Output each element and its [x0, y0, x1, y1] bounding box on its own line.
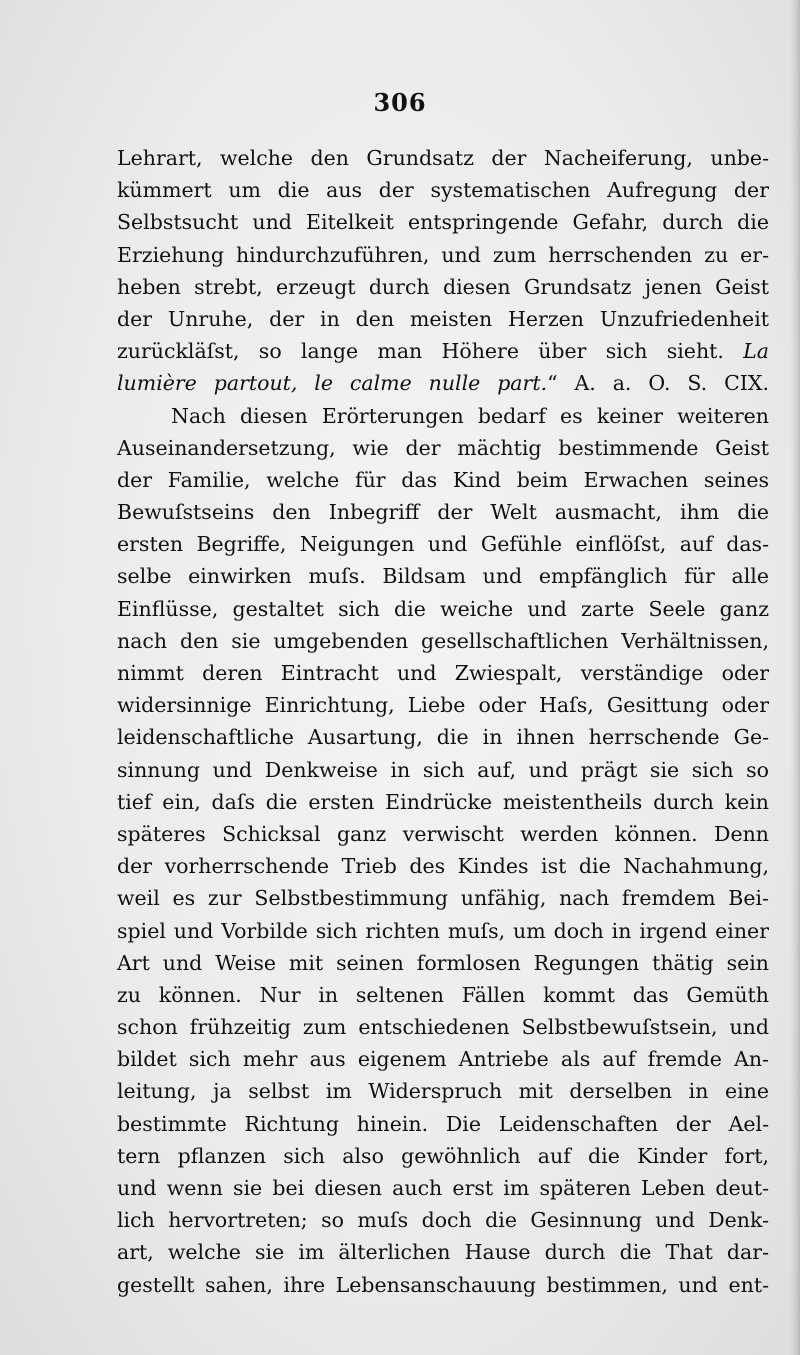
page-number: 306 [373, 88, 427, 117]
text-line [117, 915, 769, 947]
text-line [117, 367, 769, 399]
text-line [117, 560, 769, 592]
text-line [117, 947, 769, 979]
quote-italic: lumière partout, le calme nulle part. [117, 371, 548, 396]
line-text: gestellt sahen, ihre Lebensanschauung bestimmen, und ent- [117, 1272, 769, 1297]
text-line [117, 1108, 769, 1140]
text-line [117, 754, 769, 786]
line-text: schon frühzeitig zum entschiedenen Selbstbewuſstsein, und [117, 1015, 769, 1040]
quote-italic: La [743, 339, 769, 364]
line-text: nach den sie umgebenden gesellschaftlichen Verhältnissen, [117, 628, 769, 653]
line-text: kümmert um die aus der systematischen Aufregung der [117, 178, 769, 203]
line-text: selbe einwirken muſs. Bildsam und empfänglich für alle [117, 564, 769, 589]
text-line [117, 400, 769, 432]
text-line [117, 1043, 769, 1075]
text-line [117, 1236, 769, 1268]
line-text: Nach diesen Erörterungen bedarf es keiner weiteren [171, 403, 769, 428]
text-line [117, 721, 769, 753]
text-line [117, 174, 769, 206]
line-text: nimmt deren Eintracht und Zwiespalt, verständige oder [117, 661, 769, 685]
text-line [117, 271, 769, 303]
line-text: spiel und Vorbilde sich richten muſs, um doch in irgend einer [117, 918, 769, 943]
line-text: der Unruhe, der in den meisten Herzen Unzufriedenheit [117, 306, 769, 331]
text-line [117, 593, 769, 625]
line-text: Einflüsse, gestaltet sich die weiche und zarte Seele ganz [117, 596, 769, 621]
text-line [117, 1140, 769, 1172]
line-text: und wenn sie bei diesen auch erst im späteren Leben deut- [117, 1176, 769, 1200]
line-text: leidenschaftliche Ausartung, die in ihnen herrschende Ge- [117, 725, 769, 750]
line-text: widersinnige Einrichtung, Liebe oder Haſs, Gesittung oder [117, 693, 769, 718]
text-line [117, 786, 769, 818]
text-line [117, 142, 769, 174]
page-edge-shadow [790, 0, 800, 1355]
text-line [117, 818, 769, 850]
text-line [117, 850, 769, 882]
text-line [117, 335, 769, 367]
text-line [117, 1204, 769, 1236]
text-line [117, 206, 769, 238]
line-text: lich hervortreten; so muſs doch die Gesinnung und Denk- [117, 1208, 769, 1233]
line-text: ersten Begriffe, Neigungen und Gefühle einflöſst, auf das- [117, 532, 769, 557]
line-text: Auseinandersetzung, wie der mächtig bestimmende Geist [117, 435, 769, 460]
line-text: tern pflanzen sich also gewöhnlich auf die Kinder fort, [117, 1143, 769, 1168]
text-line [117, 625, 769, 657]
text-line [117, 1011, 769, 1043]
line-text: heben strebt, erzeugt durch diesen Grundsatz jenen Geist [117, 274, 769, 299]
text-line [117, 432, 769, 464]
line-text: leitung, ja selbst im Widerspruch mit derselben in eine [117, 1079, 769, 1104]
line-text: tief ein, daſs die ersten Eindrücke meistentheils durch kein [117, 789, 769, 814]
line-text: Selbstsucht und Eitelkeit entspringende Gefahr, durch die [117, 210, 769, 235]
line-text: bildet sich mehr aus eigenem Antriebe als auf fremde An- [117, 1047, 769, 1072]
text-line [117, 303, 769, 335]
text-line [117, 1172, 769, 1204]
line-text: weil es zur Selbstbestimmung unfähig, nach fremdem Bei- [117, 886, 769, 911]
text-line [117, 689, 769, 721]
body-text [117, 142, 769, 1301]
line-text: der Familie, welche für das Kind beim Erwachen seines [117, 467, 769, 492]
text-line [117, 1075, 769, 1107]
text-line [117, 496, 769, 528]
line-text: Bewuſstseins den Inbegriff der Welt ausmacht, ihm die [117, 500, 769, 525]
text-line [117, 657, 769, 689]
line-text: zu können. Nur in seltenen Fällen kommt das Gemüth [117, 982, 769, 1007]
text-line [117, 979, 769, 1011]
line-text: Art und Weise mit seinen formlosen Regungen thätig sein [117, 950, 769, 975]
text-line [117, 882, 769, 914]
line-text: zurückläſst, so lange man Höhere über sich sieht. [117, 339, 724, 364]
line-text: art, welche sie im älterlichen Hause durch die That dar- [117, 1240, 769, 1265]
line-text: sinnung und Denkweise in sich auf, und prägt sie sich so [117, 757, 769, 782]
text-line [117, 1269, 769, 1301]
text-line [117, 464, 769, 496]
text-line [117, 239, 769, 271]
line-text: der vorherrschende Trieb des Kindes ist die Nachahmung, [117, 854, 769, 879]
line-text: Erziehung hindurchzuführen, und zum herrschenden zu er- [117, 242, 769, 267]
line-text: späteres Schicksal ganz verwischt werden können. Denn [117, 821, 769, 846]
line-text: “ A. a. O. S. CIX. [547, 371, 769, 396]
text-line [117, 528, 769, 560]
line-text: Lehrart, welche den Grundsatz der Nacheiferung, unbe- [117, 146, 769, 170]
line-text: bestimmte Richtung hinein. Die Leidenschaften der Ael- [117, 1111, 769, 1136]
